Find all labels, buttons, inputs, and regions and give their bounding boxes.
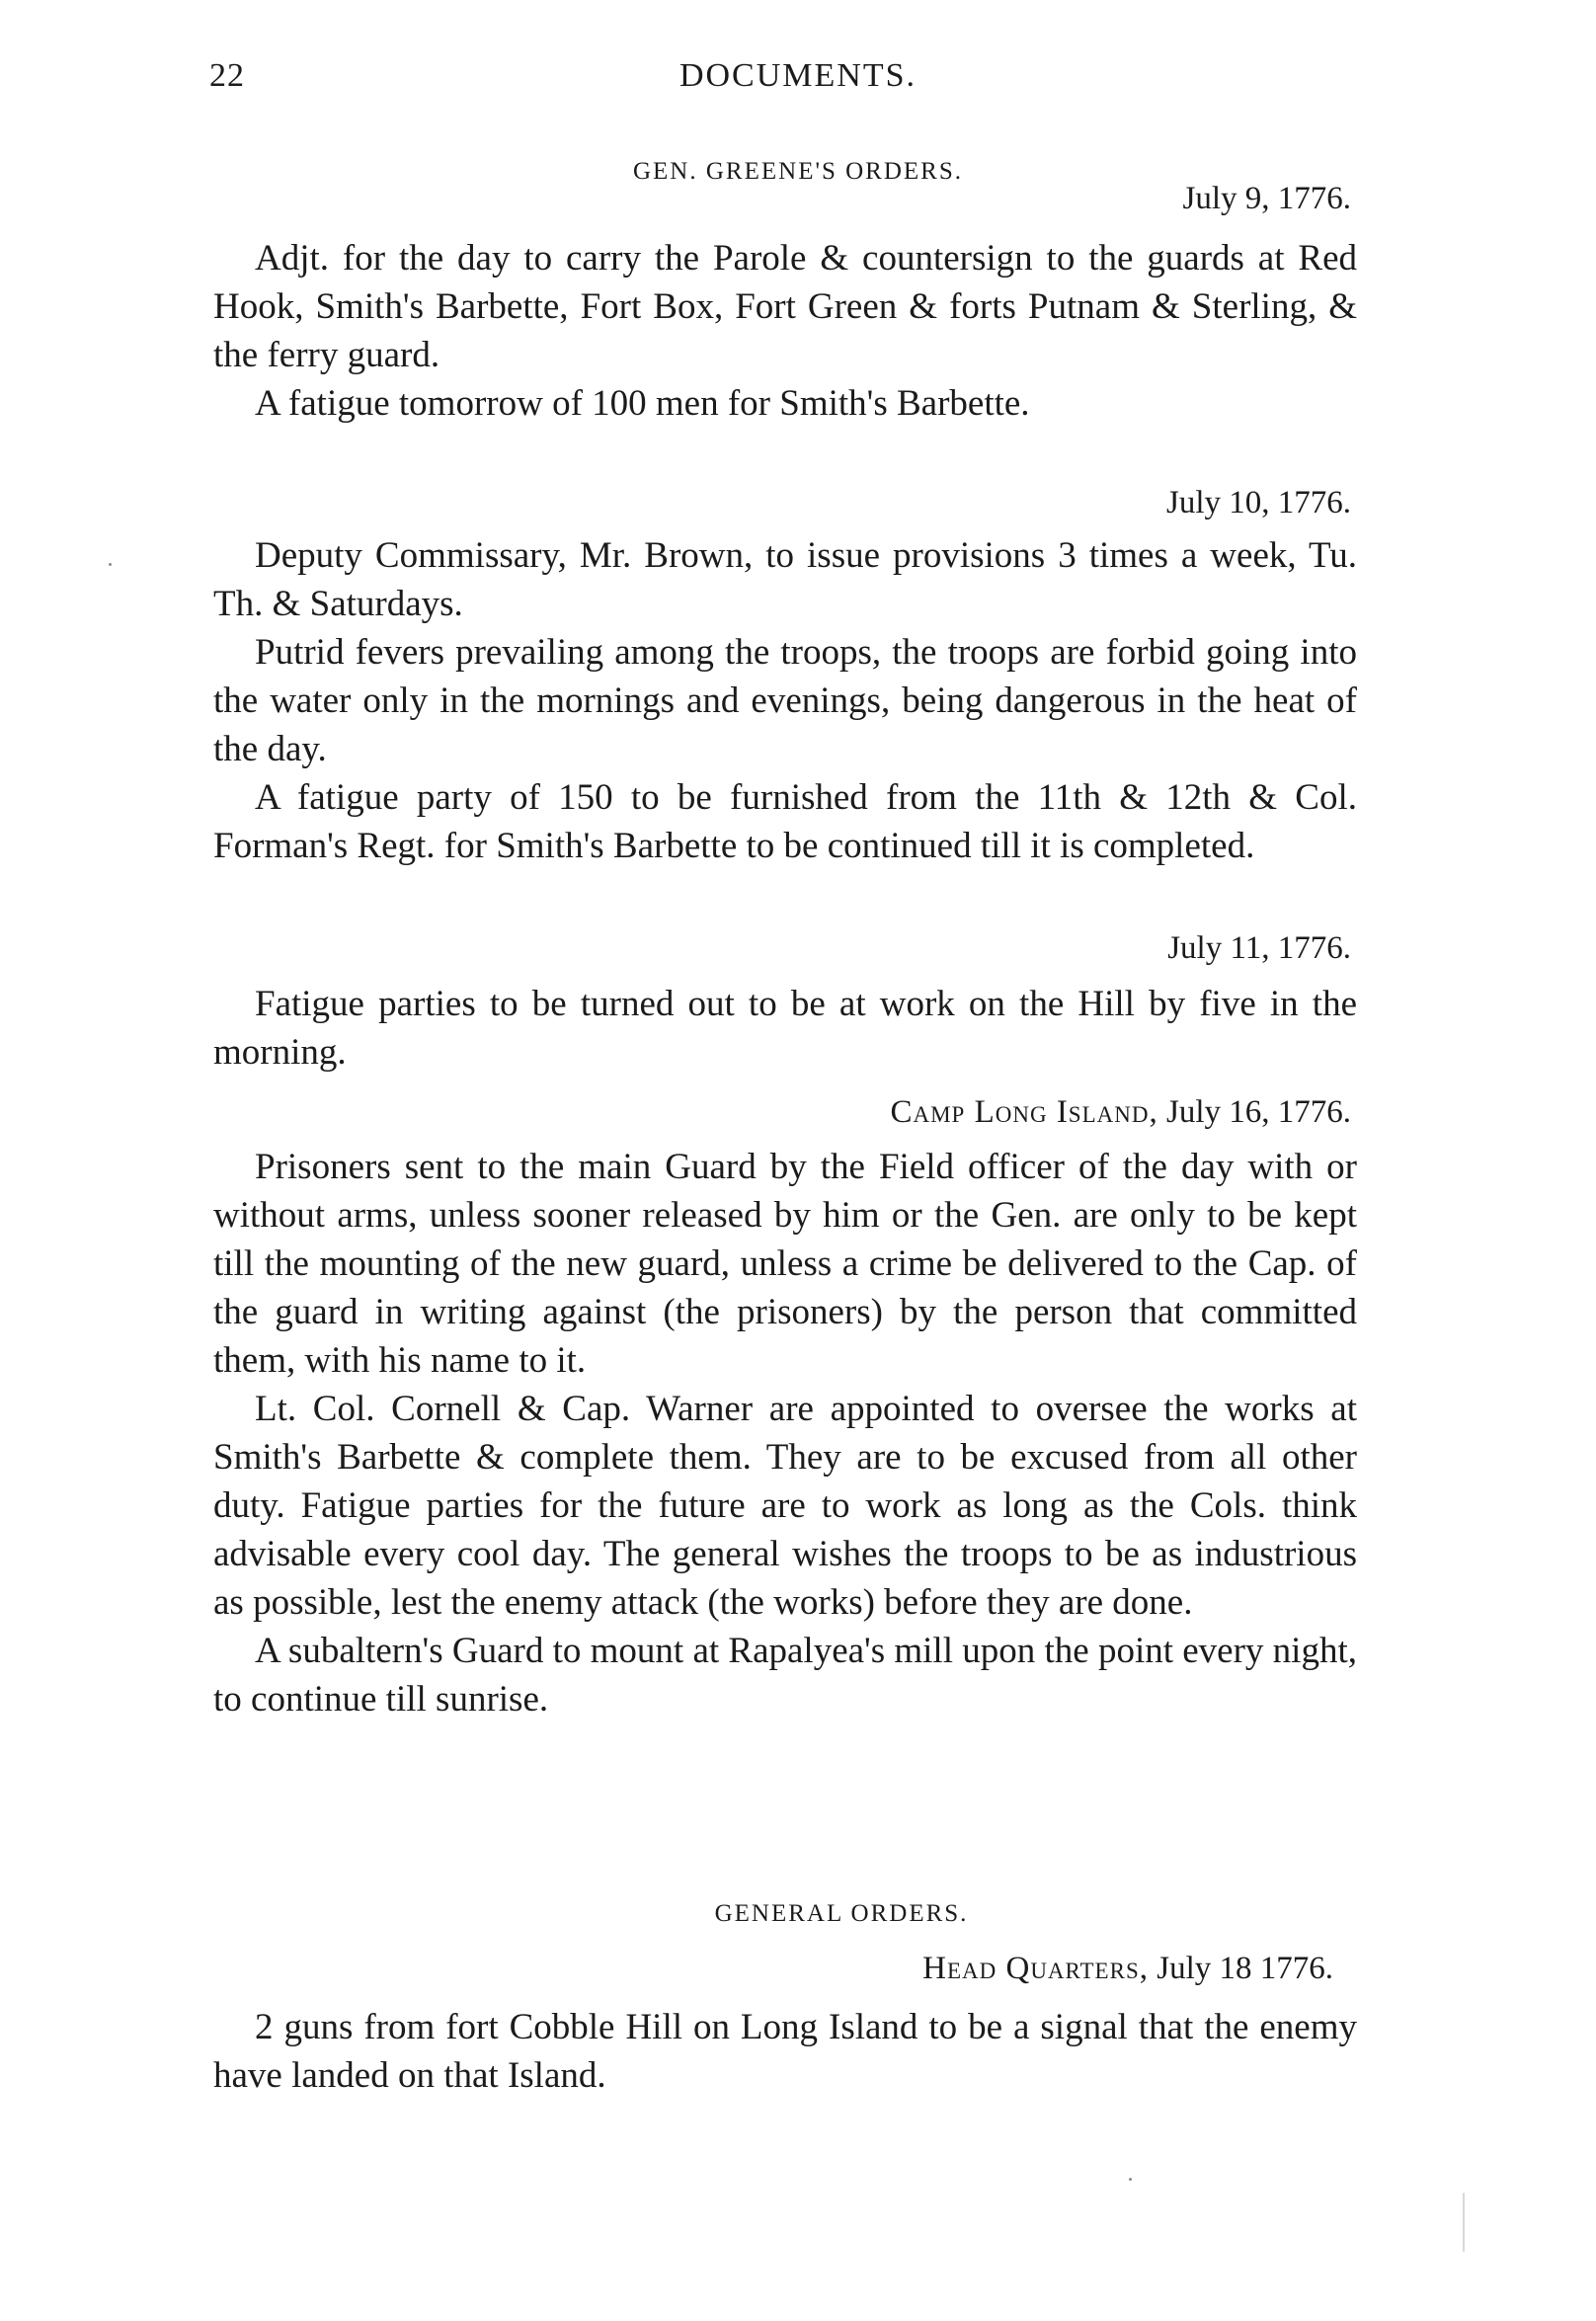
paragraph: Fatigue parties to be turned out to be at work on the Hill by five in the morning. bbox=[213, 984, 1357, 1073]
paragraph: A fatigue tomorrow of 100 men for Smith's Barbette. bbox=[255, 383, 1030, 424]
scan-speck bbox=[109, 563, 112, 566]
dateline-date: July 18 1776. bbox=[1157, 1951, 1333, 1986]
dateline-place: Head Quarters, bbox=[922, 1951, 1149, 1986]
dateline-camp-long-island bbox=[890, 1094, 1351, 1131]
dateline-july-9: July 9, 1776. bbox=[1182, 181, 1351, 216]
dateline-date: July 16, 1776. bbox=[1165, 1094, 1351, 1130]
running-head: DOCUMENTS. bbox=[678, 57, 918, 94]
paragraph: Deputy Commissary, Mr. Brown, to issue provisions 3 times a week, Tu. Th. & Saturdays. bbox=[213, 535, 1357, 624]
entry-july-10 bbox=[213, 531, 1357, 870]
dateline-july-10: July 10, 1776. bbox=[1165, 485, 1351, 520]
paragraph: Lt. Col. Cornell & Cap. Warner are appointed to oversee the works at Smith's Barbette & complete them. They are to be excused from all other duty. Fatigue parties for the future are to work as long as the Cols. think advisable every cool day. The general wishes the troops to be as industrious as possible, lest the enemy attack (the works) before they are done. bbox=[213, 1389, 1357, 1623]
paragraph: A subaltern's Guard to mount at Rapalyea's mill upon the point every night, to continue till sunrise. bbox=[213, 1631, 1357, 1720]
entry-july-18 bbox=[213, 2003, 1357, 2100]
paragraph: Adjt. for the day to carry the Parole & countersign to the guards at Red Hook, Smith's Barbette, Fort Box, Fort Green & forts Putnam & Sterling, & the ferry guard. bbox=[213, 238, 1357, 375]
section-heading-general-orders: GENERAL ORDERS. bbox=[714, 1900, 969, 1927]
dateline-place: Camp Long Island, bbox=[890, 1094, 1158, 1130]
entry-july-16 bbox=[213, 1143, 1357, 1723]
dateline-head-quarters bbox=[922, 1951, 1333, 1987]
entry-july-11 bbox=[213, 980, 1357, 1077]
dateline-july-11: July 11, 1776. bbox=[1167, 930, 1351, 966]
page-number: 22 bbox=[209, 57, 245, 94]
paragraph: 2 guns from fort Cobble Hill on Long Island to be a signal that the enemy have landed on that Island. bbox=[213, 2007, 1357, 2096]
section-heading-greene: GEN. GREENE'S ORDERS. bbox=[632, 158, 964, 185]
paragraph: Prisoners sent to the main Guard by the Field officer of the day with or without arms, unless sooner released by him or the Gen. are only to be kept till the mounting of the new guard, unless a crime be delivered to the Cap. of the guard in writing against (the prisoners) by the person that committed them, with his name to it. bbox=[213, 1147, 1357, 1381]
scan-edge-mark bbox=[1463, 2193, 1465, 2252]
paragraph: A fatigue party of 150 to be furnished from the 11th & 12th & Col. Forman's Regt. for Smith's Barbette to be continued till it is completed. bbox=[213, 777, 1357, 866]
entry-july-9 bbox=[213, 234, 1357, 428]
paragraph: Putrid fevers prevailing among the troops, the troops are forbid going into the water only in the mornings and evenings, being dangerous in the heat of the day. bbox=[213, 632, 1357, 769]
scan-speck bbox=[1129, 2178, 1132, 2181]
